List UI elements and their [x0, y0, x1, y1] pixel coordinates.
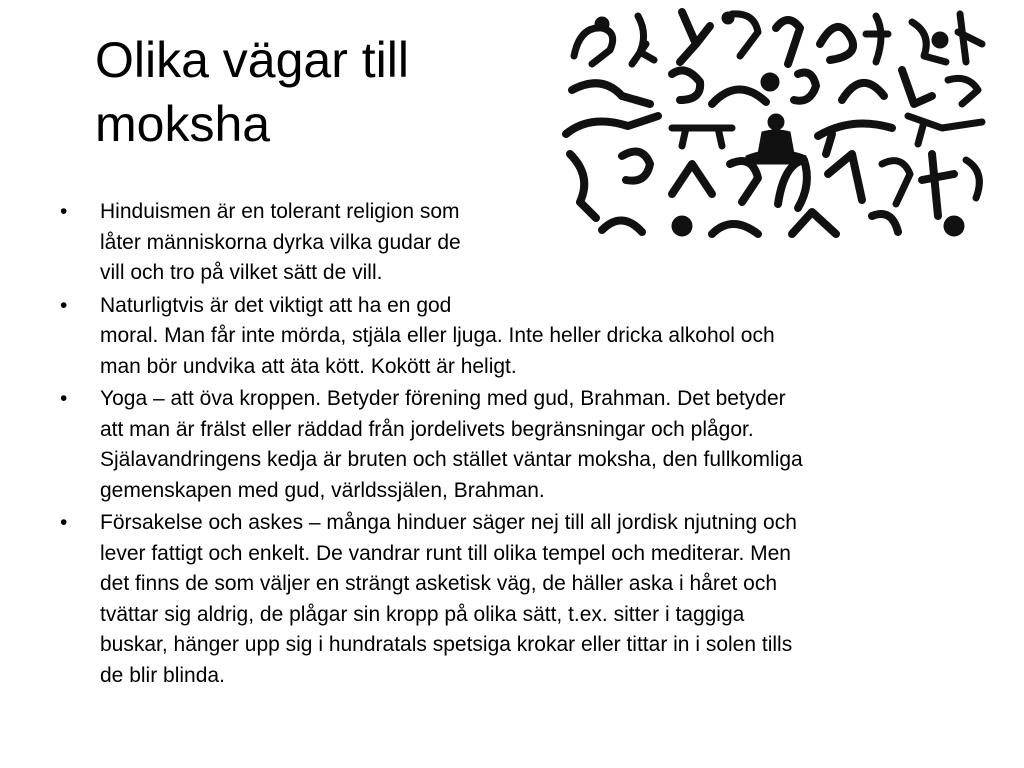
- yoga-figure: [595, 17, 609, 31]
- list-item-text: [100, 291, 970, 383]
- yoga-figure: [572, 83, 650, 104]
- text-line: de blir blinda.: [100, 663, 225, 687]
- yoga-figure: [732, 14, 758, 56]
- text-line: buskar, hänger upp sig i hundratals spetsiga krokar eller tittar in i solen tills: [100, 633, 793, 656]
- list-item: [60, 291, 970, 383]
- text-line: låter människorna dyrka vilka gudar de: [100, 230, 461, 254]
- yoga-figure: [622, 152, 650, 181]
- list-item: [60, 197, 970, 289]
- yoga-figure: [632, 16, 654, 64]
- yoga-figure: [828, 154, 862, 200]
- text-line: det finns de som väljer en strängt asketisk väg, de häller aska i håret och: [100, 572, 778, 595]
- bullet-icon: •: [60, 387, 68, 410]
- text-line: moral. Man får inte mörda, stjäla eller ljuga. Inte heller dricka alkohol och: [100, 324, 775, 347]
- bullet-icon: •: [60, 293, 68, 317]
- meditating-figure-head: [768, 114, 784, 130]
- text-line: lever fattigt och enkelt. De vandrar runt till olika tempel och mediterar. Men: [100, 541, 791, 565]
- list-item: [60, 508, 970, 691]
- title-line-1: Olika vägar till: [95, 32, 409, 88]
- yoga-figure: [680, 12, 710, 62]
- slide-title: [95, 28, 535, 156]
- bullet-list: [60, 197, 970, 693]
- yoga-figure: [794, 73, 816, 101]
- text-line: vill och tro på vilket sätt de vill.: [100, 261, 383, 284]
- yoga-figure: [776, 20, 800, 64]
- list-item-text: [100, 197, 970, 289]
- text-line: man bör undvika att äta kött. Kokött är heligt.: [100, 354, 517, 378]
- bullet-icon: •: [60, 200, 68, 223]
- yoga-figure: [842, 83, 884, 100]
- yoga-figure: [672, 128, 732, 146]
- yoga-figure: [761, 73, 779, 91]
- title-line-2: moksha: [95, 96, 271, 152]
- yoga-figure: [712, 89, 766, 104]
- text-line: Naturligtvis är det viktigt att ha en god: [100, 293, 452, 317]
- yoga-figure: [574, 28, 613, 64]
- yoga-figure: [730, 161, 758, 202]
- bullet-icon: •: [60, 511, 68, 534]
- yoga-figure: [866, 16, 888, 62]
- yoga-figure: [672, 70, 700, 100]
- text-line: Yoga – att öva kroppen. Betyder förening med gud, Brahman. Det betyder: [100, 387, 786, 410]
- yoga-figure: [908, 116, 982, 144]
- yoga-figure: [902, 70, 932, 104]
- list-item: [60, 384, 970, 506]
- text-line: Själavandringens kedja är bruten och stället väntar moksha, den fullkomliga: [100, 448, 803, 471]
- yoga-figure: [722, 12, 734, 24]
- text-line: gemenskapen med gud, världssjälen, Brahman.: [100, 478, 545, 502]
- list-item-text: [100, 508, 970, 691]
- list-item-text: [100, 384, 970, 506]
- yoga-figure: [966, 160, 979, 198]
- text-line: tvättar sig aldrig, de plågar sin kropp på olika sätt, t.ex. sitter i taggiga: [100, 602, 745, 626]
- yoga-figure: [958, 14, 982, 62]
- text-line: Försakelse och askes – många hinduer säger nej till all jordisk njutning och: [100, 511, 797, 534]
- yoga-figure: [566, 116, 658, 134]
- yoga-figure: [818, 124, 892, 155]
- text-line: Hinduismen är en tolerant religion som: [100, 200, 460, 223]
- yoga-figure: [820, 27, 853, 60]
- yoga-figure: [948, 78, 978, 104]
- text-line: att man är frälst eller räddad från jordelivets begränsningar och plågor.: [100, 417, 754, 441]
- yoga-figure: [672, 164, 712, 194]
- yoga-figure: [932, 32, 948, 48]
